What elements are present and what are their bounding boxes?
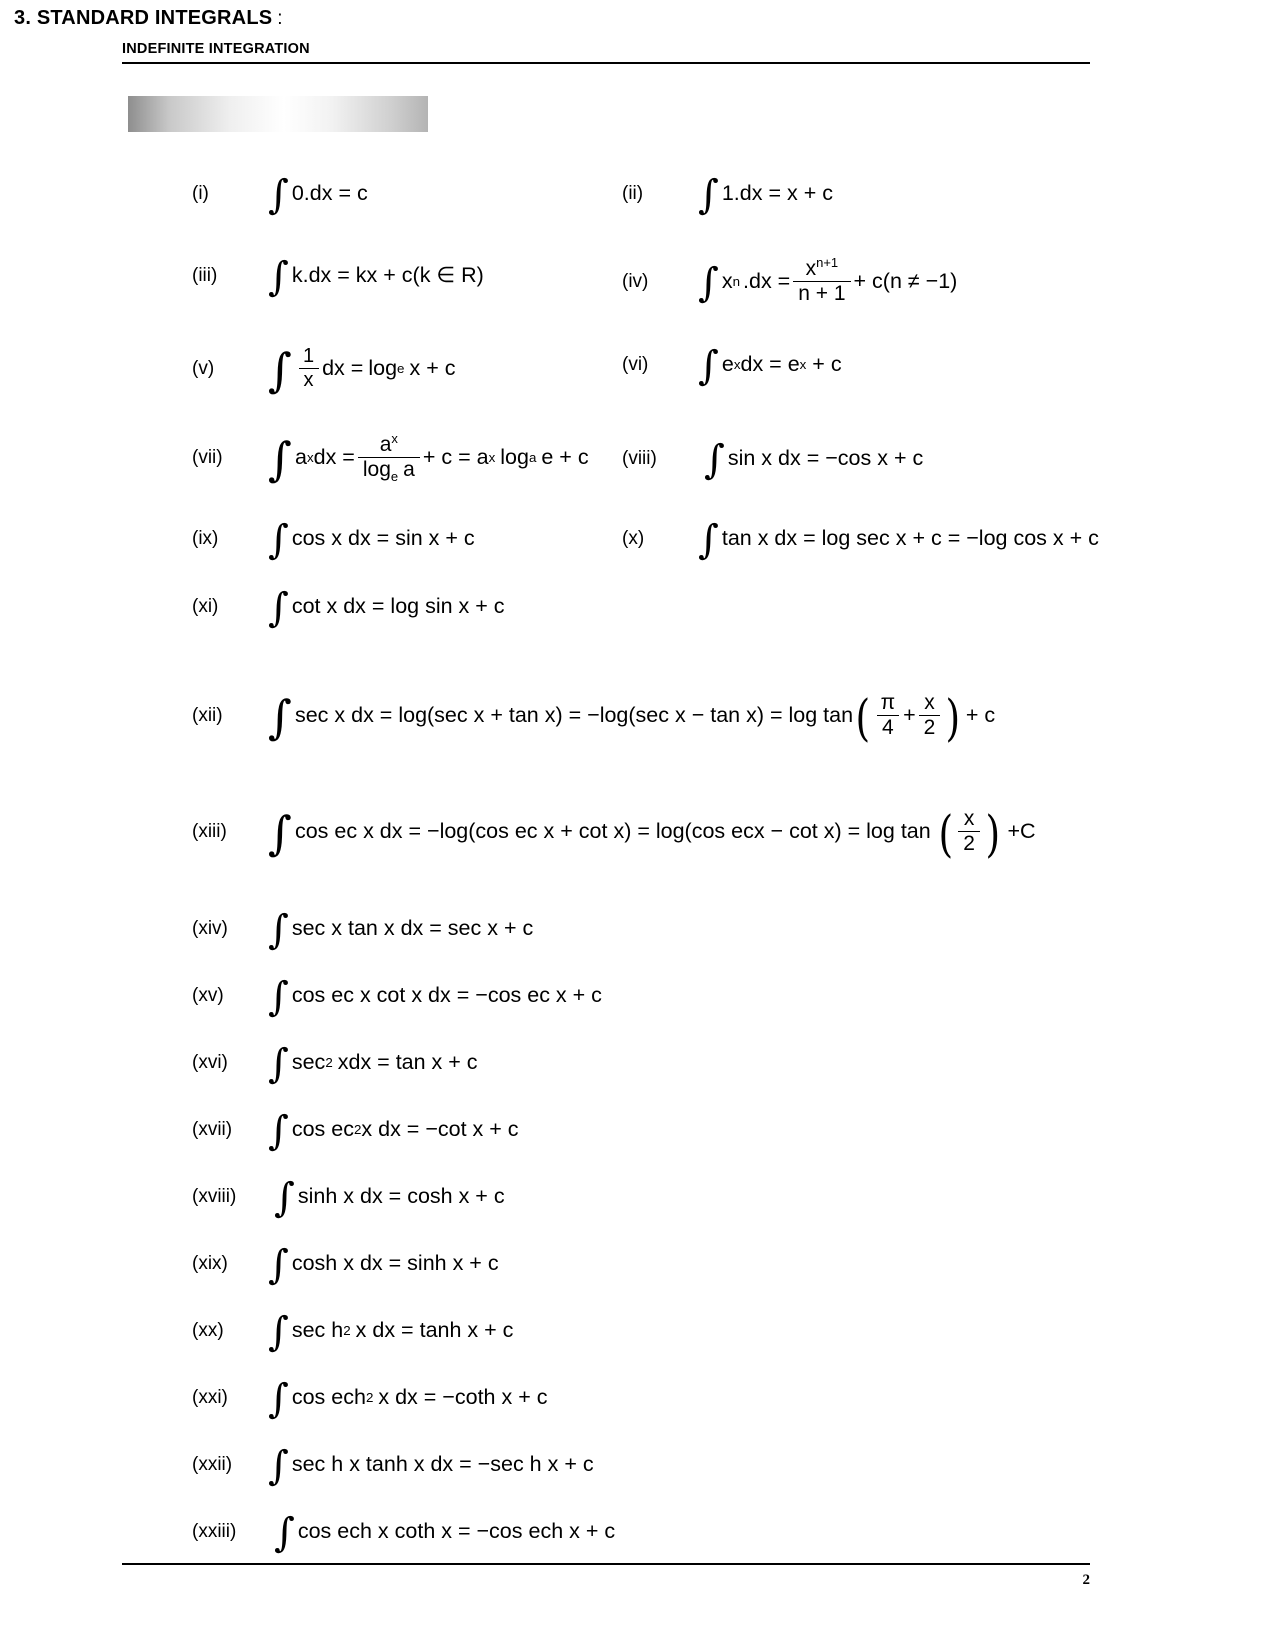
formula-item-xiv [192,906,534,953]
fraction-numerator [375,431,403,457]
section-title-text: 3. STANDARD INTEGRALS [14,7,273,29]
formula-item-xix [192,1241,499,1288]
fraction [793,255,850,306]
fraction-denominator: 2 [919,715,941,739]
formula-label: (xx) [192,1320,224,1342]
formula-term: xdx = tan x + c [337,1050,478,1074]
section-title-colon: : [277,8,283,29]
formula-term: x dx = −cot x + c [361,1117,519,1141]
footer-divider [122,1563,1090,1565]
formula-label: (xiv) [192,918,228,940]
formula-expression: ∫ a x dx = $\frac{a^x}{\log_e a}$ + c = a x log a e + c [268,431,589,486]
formula-row [0,246,1275,334]
formula-label: (xvii) [192,1119,233,1141]
running-header-title: INDEFINITE INTEGRATION [122,41,310,57]
fraction [876,692,901,739]
formula-row [0,800,1275,912]
formula-term: + c = a [422,444,489,469]
formula-item-xxii [192,1442,594,1489]
formula-expression: ∫ sec h 2 x dx = tanh x + c [268,1308,514,1355]
formula-item-ii [622,171,833,218]
formula-row [0,334,1275,424]
numerator-base: a [379,433,392,456]
formula-row [0,424,1275,514]
log-term: log [500,444,529,469]
formula-row [0,973,1275,1046]
formula-expression: ∫ cos ech x coth x = −cos ech x + c [274,1509,616,1556]
formula-item-xi [192,584,505,631]
formula-label: (xiii) [192,821,227,843]
fraction [298,346,319,391]
formula-label: (ix) [192,528,219,550]
formula-expression: ∫ k.dx = kx + c(k ∈ R) [268,253,484,300]
log-term: log [362,458,391,482]
formula-item-xv [192,973,602,1020]
header-divider [122,62,1090,64]
formula-expression: ∫ sin x dx = −cos x + c [704,436,924,483]
formula-item-vi [622,342,842,389]
formula-term: .dx = [743,268,791,293]
formula-term: + c [965,702,996,727]
formula-row [0,1040,1275,1113]
log-term: log [368,355,398,380]
formula-item-xvii [192,1107,519,1154]
standard-integrals-list [0,163,1275,1582]
formula-expression: ∫ sec x tan x dx = sec x + c [268,906,534,953]
formula-label: (xxi) [192,1387,228,1409]
formula-item-xx [192,1308,514,1355]
section-title-bar [128,96,428,132]
formula-expression: ∫ sinh x dx = cosh x + c [274,1174,505,1221]
formula-row [0,1107,1275,1180]
formula-item-i [192,171,368,218]
formula-term: x dx = −coth x + c [378,1385,548,1409]
fraction [919,692,941,739]
formula-item-xvi [192,1040,478,1087]
formula-item-xii [192,688,996,747]
formula-row [0,1174,1275,1247]
formula-term: +C [1007,818,1036,843]
page-header [122,40,1090,60]
formula-label: (vi) [622,354,649,376]
formula-term: cos ec x dx = −log(cos ec x + cot x) = log(cos ecx − cot x) = log tan [294,818,931,843]
formula-row [0,906,1275,979]
formula-expression: ∫ cos ec x cot x dx = −cos ec x + c [268,973,602,1020]
formula-row [0,1241,1275,1314]
fraction-numerator: x [924,691,935,714]
formula-label: (xii) [192,705,223,727]
formula-expression: ∫ cos x dx = sin x + c [268,516,475,563]
formula-label: (xv) [192,985,224,1007]
fraction-numerator [801,255,844,281]
formula-item-xxi [192,1375,548,1422]
formula-expression: ∫ e x dx = e x + c [698,342,842,389]
formula-term: x dx = tanh x + c [355,1318,514,1342]
formula-term: x [721,268,733,293]
fraction-numerator: x [963,807,975,830]
formula-label: (v) [192,358,215,379]
formula-label: (viii) [622,448,657,470]
fraction-denominator: x [299,368,319,391]
numerator-exponent: x [391,431,398,446]
formula-row [0,582,1275,682]
formula-row [0,1375,1275,1448]
formula-term: sec x dx = log(sec x + tan x) = −log(sec x − tan x) = log tan [294,702,854,727]
formula-expression: ∫ cosh x dx = sinh x + c [268,1241,499,1288]
formula-item-v [192,342,456,397]
fraction-numerator: π [880,691,896,714]
formula-expression: ∫ sec h x tanh x dx = −sec h x + c [268,1442,594,1489]
formula-label: (i) [192,183,209,205]
formula-expression: ∫ $\frac{1}{x}$ dx = log e x + c [268,342,456,397]
formula-term: sec [291,1050,326,1074]
formula-expression: ∫ cos ec 2 x dx = −cot x + c [268,1107,519,1154]
fraction-numerator: 1 [302,345,315,367]
formula-expression: ∫ x n .dx = $\frac{x^{n+1}}{n + 1}$ + c(n ≠ −1) [698,255,958,306]
formula-term: cos ec [291,1117,354,1141]
fraction [358,431,420,485]
formula-label: (xix) [192,1253,228,1275]
formula-item-xviii [192,1174,505,1221]
formula-row [0,163,1275,246]
formula-term: x + c [409,355,456,380]
formula-label: (xxii) [192,1454,233,1476]
numerator-exponent: n+1 [816,255,839,270]
formula-item-ix [192,516,475,563]
formula-item-viii [622,436,924,483]
denominator-arg: a [403,458,415,482]
formula-expression: ∫ cot x dx = log sin x + c [268,584,505,631]
formula-term: + [903,702,916,727]
formula-expression: ∫ tan x dx = log sec x + c = −log cos x + c [698,516,1099,563]
formula-term: sec h [291,1318,344,1342]
formula-expression: ∫ 1.dx = x + c [698,171,833,218]
fraction-denominator [358,457,420,485]
log-base: e [390,469,399,485]
formula-label: (ii) [622,183,644,205]
formula-item-iv [622,255,958,306]
formula-expression: ∫ 0.dx = c [268,171,368,218]
numerator-base: x [805,257,817,280]
formula-item-iii [192,253,484,300]
formula-term: e + c [541,444,589,469]
formula-term: dx = [322,355,364,380]
formula-item-vii [192,431,589,486]
formula-expression: ∫ sec 2 xdx = tan x + c [268,1040,478,1087]
formula-label: (vii) [192,447,223,469]
fraction-denominator: 2 [958,831,980,855]
formula-expression: ∫ cos ec x dx = −log(cos ec x + cot x) = log(cos ecx − cot x) = log tan ( $\frac{x}{2}$ ) +C [268,804,1036,863]
formula-label: (iii) [192,265,218,287]
formula-item-xxiii [192,1509,616,1556]
formula-label: (iv) [622,271,649,293]
formula-row [0,1308,1275,1381]
formula-label: (xi) [192,596,219,618]
fraction-denominator: n + 1 [793,281,850,305]
formula-term: cos ech [291,1385,366,1409]
formula-term: + c(n ≠ −1) [853,268,958,293]
formula-label: (xvi) [192,1052,228,1074]
formula-row [0,514,1275,582]
formula-row [0,1442,1275,1515]
formula-item-xiii [192,804,1036,863]
section-title [14,7,283,30]
formula-expression: ∫ sec x dx = log(sec x + tan x) = −log(sec x − tan x) = log tan ( $\frac{\pi}{4}$ + $\frac{x}{2}$ ) + c [268,688,996,747]
formula-label: (xviii) [192,1186,237,1208]
formula-label: (x) [622,528,645,550]
fraction [958,808,980,855]
formula-row [0,682,1275,800]
page-number: 2 [1082,1572,1090,1588]
formula-expression: ∫ cos ech 2 x dx = −coth x + c [268,1375,548,1422]
formula-item-x [622,516,1099,563]
fraction-denominator: 4 [877,715,899,739]
formula-label: (xxiii) [192,1521,237,1543]
